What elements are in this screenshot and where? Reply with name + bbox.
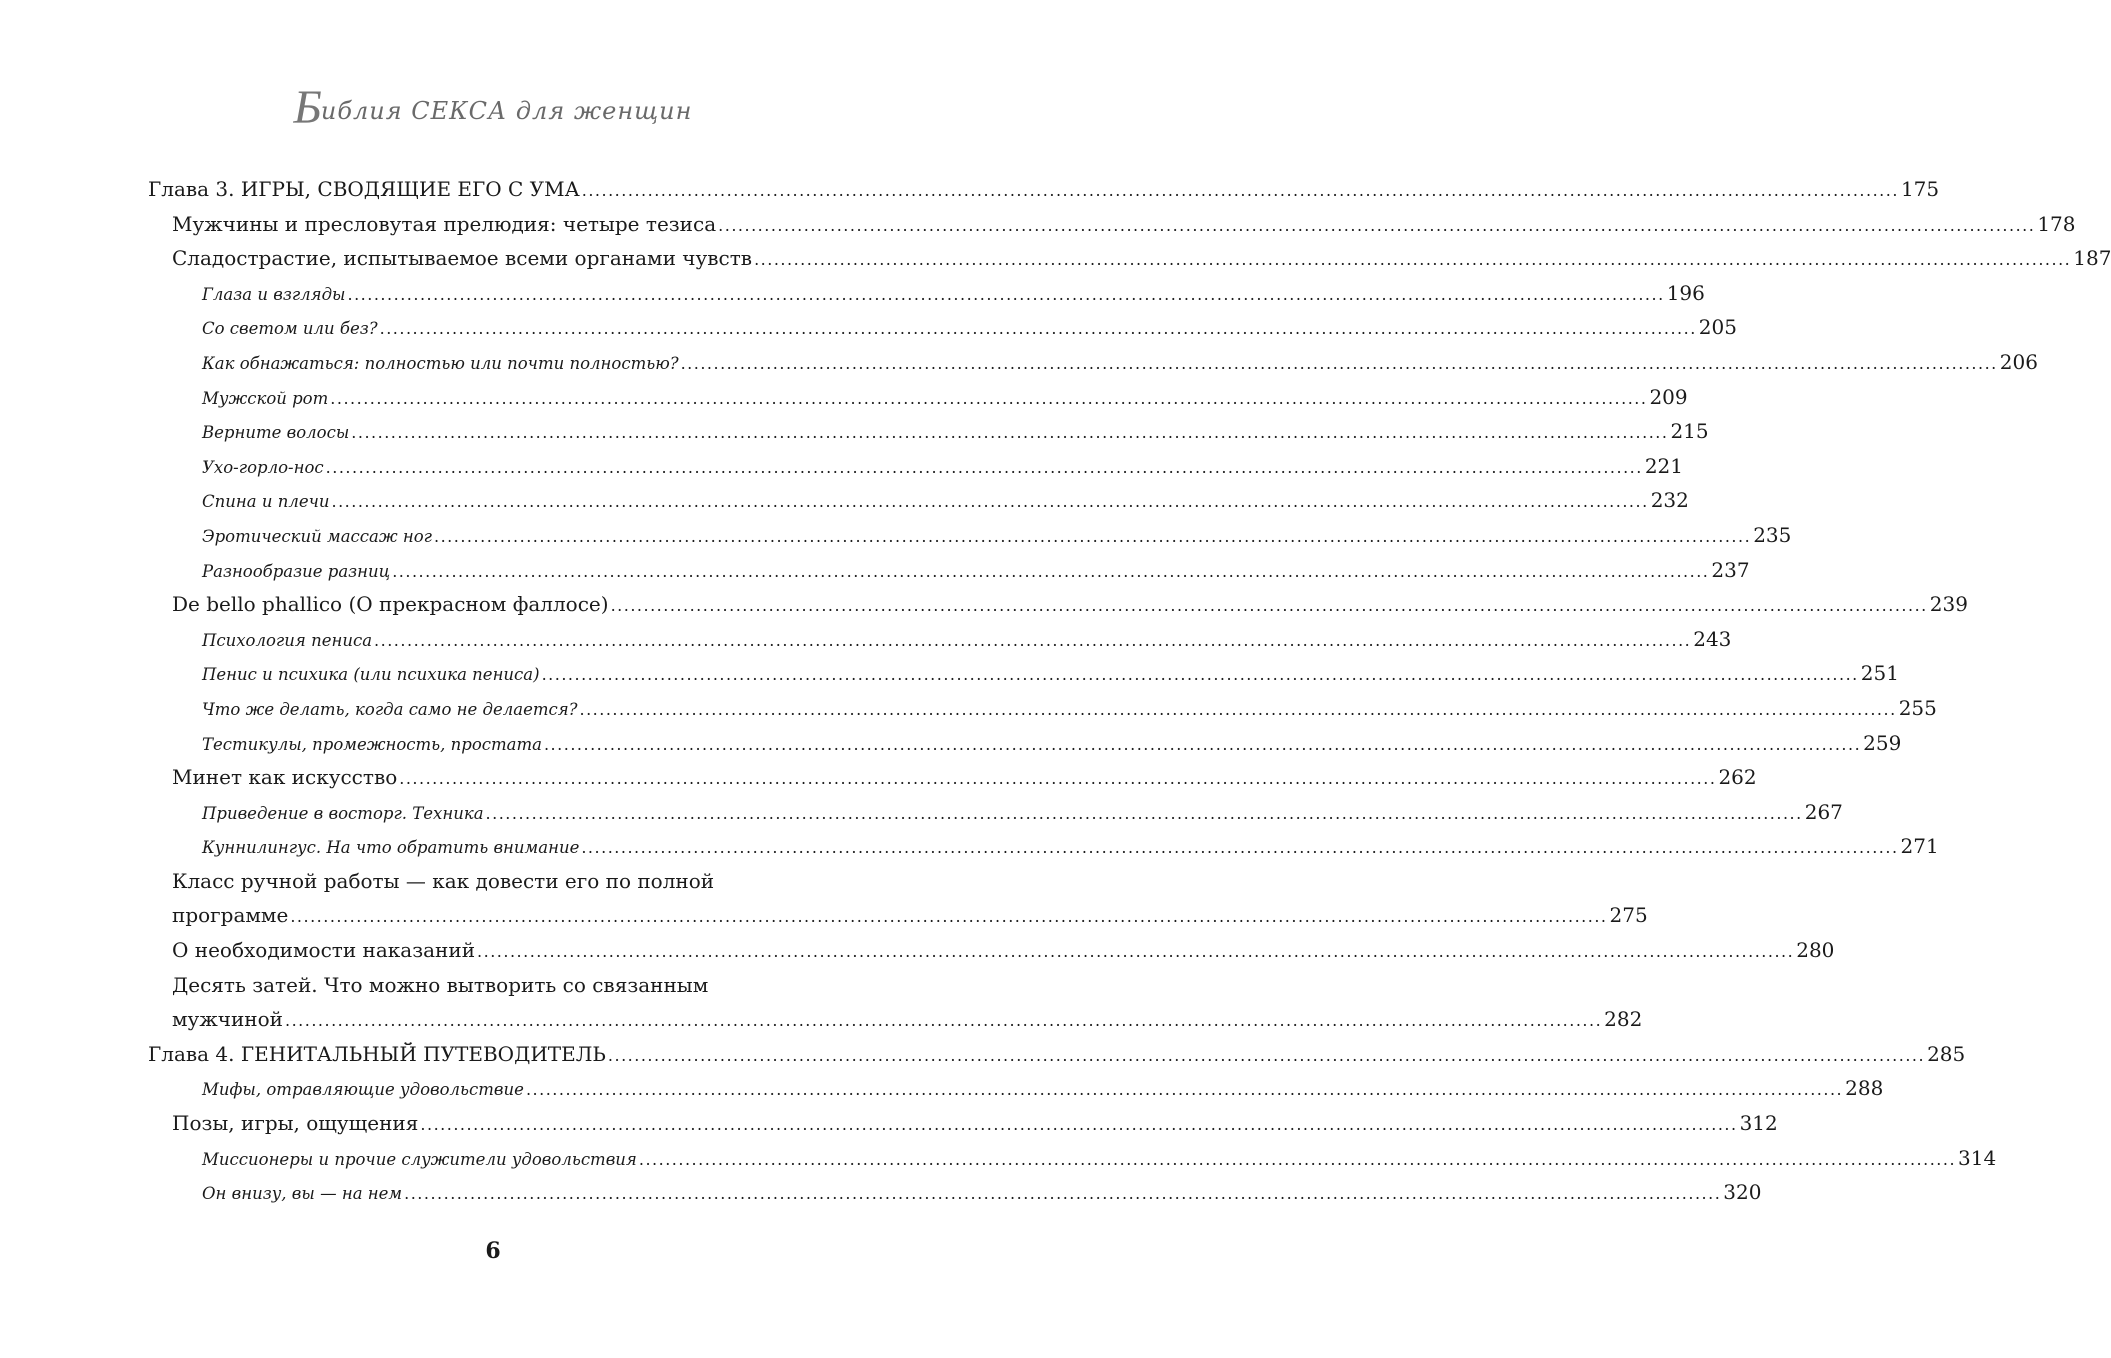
toc-entry-title: Приведение в восторг. Техника (202, 803, 484, 823)
dot-leader: ........................................................................................................................................................................................................ (420, 1115, 1738, 1135)
toc-entry (148, 414, 1709, 449)
toc-entry-title: Сладострастие, испытываемое всеми органами чувств (172, 246, 753, 271)
dot-leader: ........................................................................................................................................................................................................ (399, 769, 1717, 789)
toc-entry (148, 483, 1689, 518)
toc-entry-page: 259 (1863, 730, 1902, 755)
toc-entry-title: Класс ручной работы — как довести его по полной (172, 868, 715, 893)
toc-entry (148, 1037, 1966, 1072)
toc-entry-page: 209 (1649, 384, 1688, 409)
toc-entry-title: мужчиной (172, 1007, 283, 1032)
toc-entry-title: Он внизу, вы — на нем (202, 1184, 403, 1204)
toc-entry-title: Что же делать, когда само не делается? (202, 699, 578, 719)
dot-leader: ........................................................................................................................................................................................................ (477, 942, 1795, 962)
dot-leader: ........................................................................................................................................................................................................ (347, 284, 1665, 304)
toc-entry-page: 178 (2037, 211, 2076, 236)
toc-entry-title: программе (172, 903, 289, 928)
dot-leader: ........................................................................................................................................................................................................ (581, 181, 1899, 200)
toc-entry-title: Тестикулы, промежность, простата (202, 734, 542, 754)
toc-entry-title: Ухо-горло-нос (202, 457, 324, 477)
toc-entry-page: 237 (1711, 557, 1750, 582)
toc-entry (148, 553, 1750, 588)
dot-leader: ........................................................................................................................................................................................................ (325, 457, 1643, 477)
dot-leader: ........................................................................................................................................................................................................ (434, 526, 1752, 546)
toc-entry (148, 380, 1688, 415)
toc-entry (148, 241, 2111, 276)
toc-entry (148, 656, 1899, 691)
header-initial: Б (293, 81, 323, 134)
dot-leader: ........................................................................................................................................................................................................ (718, 215, 2036, 235)
page-number: 6 (485, 1238, 501, 1264)
toc-entry-title: О необходимости наказаний (172, 938, 476, 963)
toc-entry (148, 968, 873, 1003)
toc-entry-page: 285 (1927, 1041, 1966, 1066)
toc-entry-title: Пенис и психика (или психика пениса) (202, 665, 540, 685)
toc-entry-page: 262 (1718, 765, 1757, 790)
toc-entry-title: Глаза и взгляды (202, 284, 346, 304)
dot-leader: ........................................................................................................................................................................................................ (331, 492, 1649, 512)
toc-entry-page: 312 (1739, 1111, 1778, 1136)
toc-entry (148, 518, 1792, 553)
toc-entry (148, 310, 1737, 345)
toc-entry-title: Спина и плечи (202, 492, 330, 512)
toc-entry-page: 221 (1644, 453, 1684, 478)
dot-leader: ........................................................................................................................................................................................................ (607, 1045, 1926, 1065)
toc-entry (148, 207, 2076, 242)
toc-entry-page: 282 (1604, 1007, 1643, 1032)
toc-entry (148, 760, 1757, 795)
toc-entry-page: 267 (1804, 799, 1843, 824)
dot-leader: ........................................................................................................................................................................................................ (379, 319, 1697, 339)
toc-entry-page: 215 (1670, 419, 1709, 444)
toc-entry-page: 255 (1898, 695, 1937, 720)
toc-entry-title: Психология пениса (202, 630, 373, 650)
toc-entry-page: 243 (1693, 626, 1732, 651)
toc-entry-title: Верните волосы (202, 423, 350, 443)
toc-entry (148, 864, 873, 899)
toc-entry-page: 206 (1999, 349, 2038, 374)
toc-entry (148, 1071, 1884, 1106)
dot-leader: ........................................................................................................................................................................................................ (392, 561, 1710, 581)
dot-leader: ........................................................................................................................................................................................................ (638, 1149, 1957, 1169)
toc-entry-title: Глава 4. ГЕНИТАЛЬНЫЙ ПУТЕВОДИТЕЛЬ (148, 1041, 606, 1066)
toc-entry-page: 187 (2073, 246, 2111, 271)
toc-entry (148, 276, 1705, 311)
toc-entry (148, 449, 1684, 484)
toc-entry-title: Миссионеры и прочие служители удовольствия (202, 1149, 637, 1169)
dot-leader: ........................................................................................................................................................................................................ (610, 596, 1928, 616)
toc-entry-title: Как обнажаться: полностью или почти полностью? (202, 353, 679, 373)
toc-entry (148, 1106, 1778, 1141)
toc-entry-page: 251 (1860, 661, 1899, 686)
toc-entry-title: Разнообразие разниц (202, 561, 391, 581)
toc-entry-page: 235 (1753, 522, 1792, 547)
dot-leader: ........................................................................................................................................................................................................ (754, 250, 2072, 270)
toc-entry-page: 271 (1900, 834, 1939, 859)
toc-entry-page: 196 (1666, 280, 1705, 305)
dot-leader: ........................................................................................................................................................................................................ (330, 388, 1648, 408)
toc-entry-page: 280 (1796, 938, 1835, 963)
toc-entry-title: Минет как искусство (172, 765, 398, 790)
toc-entry-title: De bello phallico (О прекрасном фаллосе) (172, 592, 609, 617)
toc-entry (148, 691, 1937, 726)
table-of-contents (148, 172, 2111, 1210)
toc-entry-page: 175 (1900, 177, 1940, 201)
dot-leader: ........................................................................................................................................................................................................ (680, 353, 1998, 373)
dot-leader: ........................................................................................................................................................................................................ (579, 699, 1897, 719)
header-title: иблия СЕКСА для женщин (320, 97, 693, 125)
toc-entry-page: 314 (1958, 1145, 1997, 1170)
toc-entry (148, 829, 1939, 864)
toc-entry (148, 795, 1843, 830)
toc-entry (148, 1175, 1762, 1210)
toc-entry (148, 345, 2038, 380)
toc-entry-title: Мужской рот (202, 388, 329, 408)
toc-entry-title: Мужчины и пресловутая прелюдия: четыре тезиса (172, 211, 717, 236)
toc-entry-title: Куннилингус. На что обратить внимание (202, 838, 580, 858)
toc-entry-page: 239 (1929, 592, 1968, 617)
dot-leader: ........................................................................................................................................................................................................ (485, 803, 1803, 823)
toc-entry (148, 898, 1648, 933)
toc-entry (148, 172, 1940, 207)
toc-entry-title: Мифы, отравляющие удовольствие (202, 1080, 524, 1100)
toc-entry-page: 288 (1845, 1076, 1884, 1101)
toc-entry-page: 205 (1698, 315, 1737, 340)
dot-leader: ........................................................................................................................................................................................................ (541, 665, 1859, 685)
dot-leader: ........................................................................................................................................................................................................ (404, 1184, 1722, 1204)
toc-entry-title: Со светом или без? (202, 319, 378, 339)
toc-entry-title: Глава 3. ИГРЫ, СВОДЯЩИЕ ЕГО С УМА (148, 177, 580, 201)
dot-leader: ........................................................................................................................................................................................................ (290, 907, 1608, 927)
toc-entry-page: 320 (1723, 1180, 1762, 1205)
dot-leader: ........................................................................................................................................................................................................ (543, 734, 1862, 754)
dot-leader: ........................................................................................................................................................................................................ (525, 1080, 1844, 1100)
toc-entry (148, 1002, 1643, 1037)
toc-entry (148, 1141, 1997, 1176)
toc-entry (148, 587, 1968, 622)
dot-leader: ........................................................................................................................................................................................................ (374, 630, 1692, 650)
toc-entry (148, 933, 1835, 968)
dot-leader: ........................................................................................................................................................................................................ (284, 1011, 1603, 1031)
dot-leader: ........................................................................................................................................................................................................ (351, 423, 1669, 443)
dot-leader: ........................................................................................................................................................................................................ (581, 838, 1899, 858)
running-header (0, 80, 986, 135)
toc-entry-title: Эротический массаж ног (202, 526, 432, 546)
toc-entry-title: Десять затей. Что можно вытворить со связанным (172, 972, 709, 997)
toc-entry (148, 622, 1732, 657)
toc-entry (148, 726, 1902, 761)
toc-entry-page: 232 (1650, 488, 1689, 513)
toc-entry-page: 275 (1609, 903, 1648, 928)
toc-entry-title: Позы, игры, ощущения (172, 1111, 419, 1136)
